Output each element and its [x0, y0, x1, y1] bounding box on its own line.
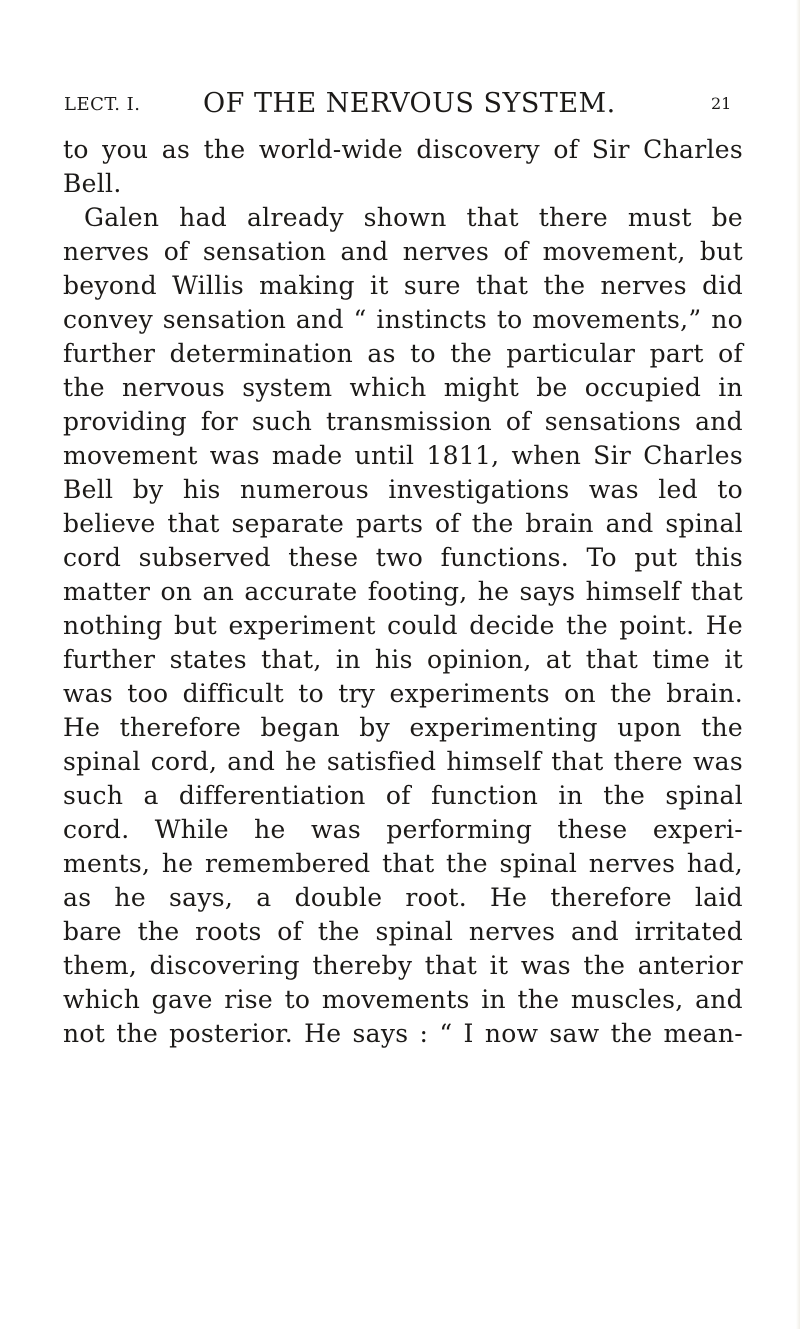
page-number: 21 — [711, 94, 732, 113]
text-line: Bell. — [63, 169, 122, 198]
text-line: ments, he remembered that the spinal nerves had, — [63, 849, 743, 878]
text-line: which gave rise to movements in the muscles, and — [63, 985, 743, 1014]
text-line: spinal cord, and he satisfied himself that there was — [63, 747, 743, 776]
running-title: OF THE NERVOUS SYSTEM. — [203, 88, 616, 119]
text-line: was too difficult to try experiments on the brain. — [63, 679, 743, 708]
text-line: the nervous system which might be occupied in — [63, 373, 743, 402]
text-line: providing for such transmission of sensations and — [63, 407, 743, 436]
text-line: as he says, a double root. He therefore laid — [63, 883, 743, 912]
text-line: beyond Willis making it sure that the nerves did — [63, 271, 743, 300]
text-line: cord subserved these two functions. To put this — [63, 543, 743, 572]
text-line: further determination as to the particular part of — [63, 339, 743, 368]
text-line: to you as the world-wide discovery of Sir Charles — [63, 135, 743, 164]
section-label: LECT. I. — [64, 94, 141, 115]
paper-edge — [796, 0, 800, 1329]
text-line: convey sensation and “ instincts to movements,” no — [63, 305, 743, 334]
running-header — [48, 86, 738, 126]
text-line: matter on an accurate footing, he says himself that — [63, 577, 743, 606]
text-line: believe that separate parts of the brain and spinal — [63, 509, 743, 538]
paragraph-first-line: Galen had already shown that there must be — [84, 203, 743, 232]
text-line: cord. While he was performing these experi- — [63, 815, 743, 844]
text-line: further states that, in his opinion, at that time it — [63, 645, 743, 674]
text-line: bare the roots of the spinal nerves and irritated — [63, 917, 743, 946]
text-line: He therefore began by experimenting upon the — [63, 713, 743, 742]
text-line: movement was made until 1811, when Sir Charles — [63, 441, 743, 470]
text-line: them, discovering thereby that it was the anterior — [63, 951, 743, 980]
text-line: Bell by his numerous investigations was led to — [63, 475, 743, 504]
text-line: nerves of sensation and nerves of movement, but — [63, 237, 743, 266]
text-line: nothing but experiment could decide the point. He — [63, 611, 743, 640]
text-line: such a differentiation of function in the spinal — [63, 781, 743, 810]
text-line: not the posterior. He says : “ I now saw the mean- — [63, 1019, 743, 1048]
